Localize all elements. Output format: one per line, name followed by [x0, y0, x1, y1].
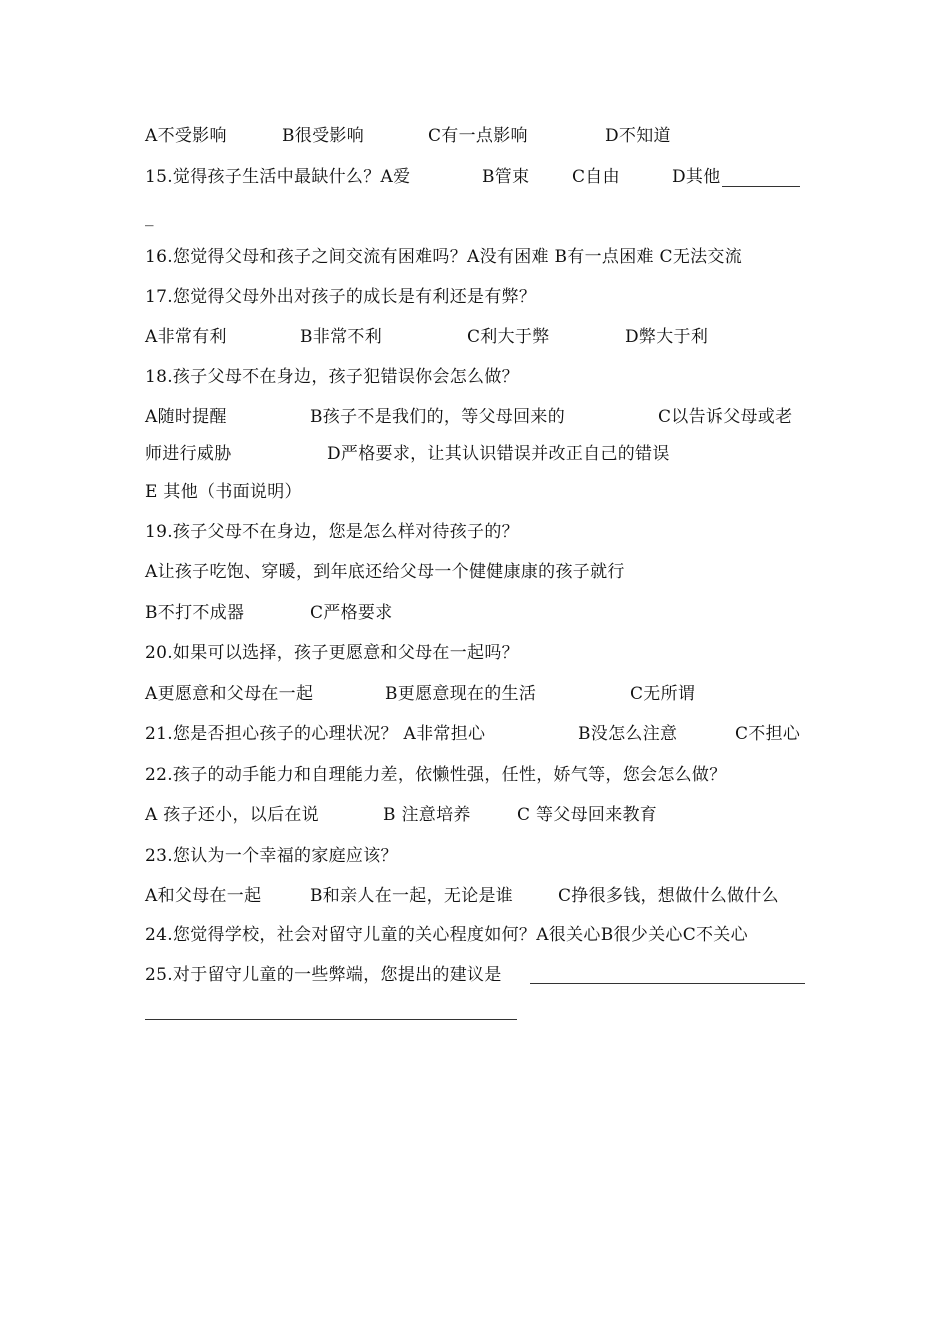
q23-option-c: C挣很多钱，想做什么做什么 [558, 886, 779, 906]
q20-option-c: C无所谓 [630, 684, 696, 704]
q21-option-c: C不担心 [735, 724, 801, 744]
q25-answer-blank-2 [145, 1019, 517, 1020]
q17-option-d: D弊大于利 [625, 327, 709, 347]
q14-option-b: B很受影响 [282, 126, 364, 146]
q18-text: 18.孩子父母不在身边，孩子犯错误你会怎么做？ [145, 367, 519, 387]
q14-option-d: D不知道 [605, 126, 671, 146]
q19-text: 19.孩子父母不在身边，您是怎么样对待孩子的？ [145, 522, 519, 542]
q19-option-a: A让孩子吃饱、穿暖，到年底还给父母一个健健康康的孩子就行 [145, 562, 625, 582]
q25-text: 25.对于留守儿童的一些弊端，您提出的建议是 [145, 965, 502, 985]
q20-text: 20.如果可以选择，孩子更愿意和父母在一起吗？ [145, 643, 519, 663]
q22-option-c: C 等父母回来教育 [517, 805, 658, 825]
q24-text: 24.您觉得学校，社会对留守儿童的关心程度如何？A很关心B很少关心C不关心 [145, 925, 748, 945]
q15-option-c: C自由 [572, 167, 620, 187]
q21-question: 21.您是否担心孩子的心理状况？ A非常担心 [145, 724, 486, 744]
q20-option-a: A更愿意和父母在一起 [145, 684, 314, 704]
q15-other-blank [722, 186, 800, 187]
q15-question: 15.觉得孩子生活中最缺什么？A爱 [145, 167, 411, 187]
q22-option-a: A 孩子还小，以后在说 [145, 805, 319, 825]
q25-answer-blank-1 [530, 983, 805, 984]
q15-option-b: B管束 [482, 167, 530, 187]
q20-option-b: B更愿意现在的生活 [385, 684, 537, 704]
q22-option-b: B 注意培养 [383, 805, 471, 825]
blank-underscore: _ [145, 207, 154, 227]
q17-text: 17.您觉得父母外出对孩子的成长是有利还是有弊？ [145, 287, 537, 307]
q18-option-e: E 其他（书面说明） [145, 482, 302, 502]
q18-option-c: C以告诉父母或老 [658, 407, 793, 427]
q17-option-c: C利大于弊 [467, 327, 550, 347]
q19-option-c: C严格要求 [310, 603, 393, 623]
q23-option-b: B和亲人在一起，无论是谁 [310, 886, 514, 906]
q21-option-b: B没怎么注意 [578, 724, 678, 744]
q22-text: 22.孩子的动手能力和自理能力差，依懒性强，任性，娇气等，您会怎么做？ [145, 765, 727, 785]
q15-option-d: D其他 [672, 167, 721, 187]
q17-option-a: A非常有利 [145, 327, 227, 347]
q18-option-b: B孩子不是我们的，等父母回来的 [310, 407, 565, 427]
q18-option-c-cont: 师进行威胁 [145, 444, 232, 464]
q14-option-a: A不受影响 [145, 126, 227, 146]
q23-text: 23.您认为一个幸福的家庭应该？ [145, 846, 398, 866]
q18-option-a: A随时提醒 [145, 407, 227, 427]
q19-option-b: B不打不成器 [145, 603, 245, 623]
q18-option-d: D严格要求，让其认识错误并改正自己的错误 [327, 444, 670, 464]
q14-option-c: C有一点影响 [428, 126, 528, 146]
q17-option-b: B非常不利 [300, 327, 382, 347]
q16-text: 16.您觉得父母和孩子之间交流有困难吗？A没有困难 B有一点困难 C无法交流 [145, 247, 743, 267]
q23-option-a: A和父母在一起 [145, 886, 262, 906]
